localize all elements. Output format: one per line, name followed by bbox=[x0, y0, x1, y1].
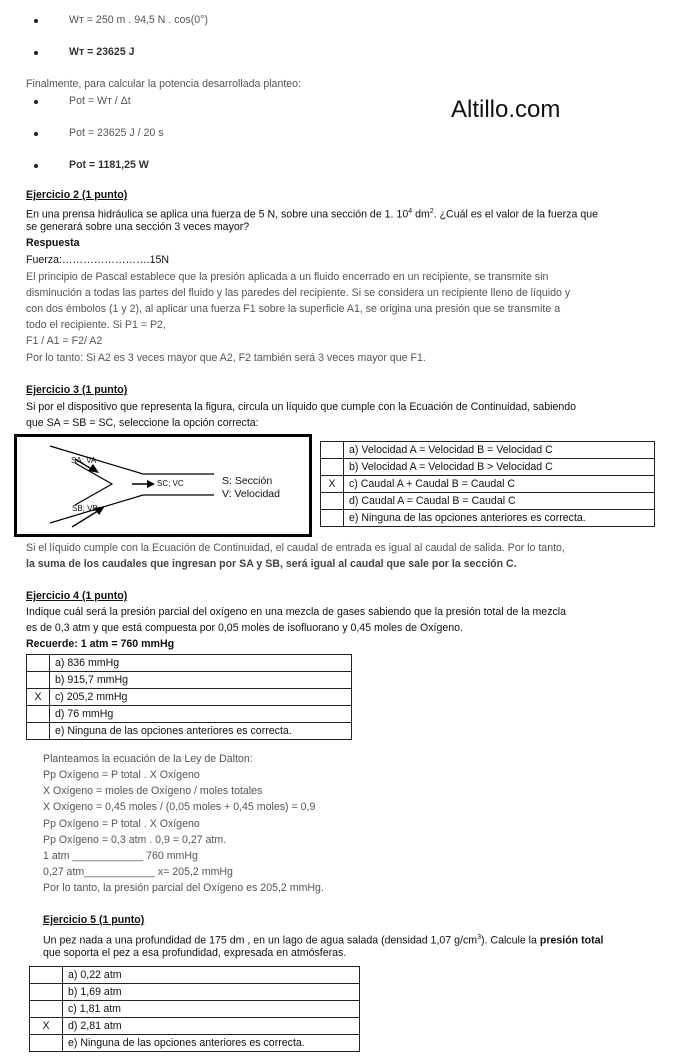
option-text: d) 2,81 atm bbox=[63, 1018, 360, 1035]
bullet-icon bbox=[34, 19, 38, 23]
option-mark bbox=[30, 1035, 63, 1052]
option-text: e) Ninguna de las opciones anteriores es correcta. bbox=[63, 1035, 360, 1052]
work-formula: Wᴛ = 250 m . 94,5 N . cos(0°) bbox=[69, 14, 208, 26]
flow-diagram bbox=[14, 434, 312, 537]
option-text: c) 205,2 mmHg bbox=[50, 689, 352, 706]
option-mark: X bbox=[30, 1018, 63, 1035]
exercise-2-question: En una prensa hidráulica se aplica una fuerza de 5 N, sobre una sección de 1. $10^4$ $dm^2$. ¿Cuál es el valor de la fuerza que bbox=[26, 208, 598, 221]
dalton-line: Por lo tanto, la presión parcial del Oxígeno es 205,2 mmHg. bbox=[43, 882, 324, 894]
option-mark bbox=[27, 672, 50, 689]
dalton-line: 0,27 atm____________ x= 205,2 mmHg bbox=[43, 866, 233, 878]
label-sb: SB; VB bbox=[72, 504, 98, 513]
option-row bbox=[30, 1035, 360, 1052]
exercise-3-options bbox=[320, 441, 655, 527]
option-mark bbox=[27, 723, 50, 740]
option-text: b) Velocidad A = Velocidad B > Velocidad C bbox=[344, 459, 655, 476]
option-text: b) 915,7 mmHg bbox=[50, 672, 352, 689]
exercise-5-options bbox=[29, 966, 360, 1052]
exercise-4-question: Indique cuál será la presión parcial del oxígeno en una mezcla de gases sabiendo que la presión total de la mezcla bbox=[26, 606, 567, 618]
option-text: e) Ninguna de las opciones anteriores es correcta. bbox=[50, 723, 352, 740]
legend-velocity: V: Velocidad bbox=[222, 488, 280, 500]
option-text: d) 76 mmHg bbox=[50, 706, 352, 723]
option-row bbox=[27, 706, 352, 723]
exercise-3-question-cont: que SA = SB = SC, seleccione la opción correcta: bbox=[26, 417, 259, 429]
explanation-line: con dos émbolos (1 y 2), al aplicar una fuerza F1 sobre la superficie A1, se origina una presión que se transmite a bbox=[26, 303, 561, 315]
option-mark bbox=[30, 1001, 63, 1018]
option-mark bbox=[27, 706, 50, 723]
exercise-4-question-cont: es de 0,3 atm y que está compuesta por 0,05 moles de isofluorano y 0,45 moles de Oxígeno. bbox=[26, 622, 463, 634]
option-row bbox=[30, 1018, 360, 1035]
option-row bbox=[321, 493, 655, 510]
option-row bbox=[27, 672, 352, 689]
exercise-5-title: Ejercicio 5 (1 punto) bbox=[43, 914, 145, 926]
dalton-line: 1 atm ____________ 760 mmHg bbox=[43, 850, 198, 862]
exercise-2-title: Ejercicio 2 (1 punto) bbox=[26, 189, 128, 201]
option-row bbox=[27, 723, 352, 740]
bullet-icon bbox=[34, 132, 38, 136]
option-mark bbox=[30, 984, 63, 1001]
option-row bbox=[27, 655, 352, 672]
exercise-2-question-cont: se generará sobre una sección 3 veces mayor? bbox=[26, 221, 250, 233]
label-sc: SC; VC bbox=[157, 479, 184, 488]
option-row bbox=[321, 476, 655, 493]
option-row bbox=[30, 984, 360, 1001]
exercise-3-title: Ejercicio 3 (1 punto) bbox=[26, 384, 128, 396]
bullet-icon bbox=[34, 164, 38, 168]
bullet-icon bbox=[34, 51, 38, 55]
option-mark bbox=[27, 655, 50, 672]
power-formula: Pot = Wᴛ / Δt bbox=[69, 95, 131, 107]
bullet-icon bbox=[34, 100, 38, 104]
option-text: a) 836 mmHg bbox=[50, 655, 352, 672]
exercise-4-title: Ejercicio 4 (1 punto) bbox=[26, 590, 128, 602]
answer-heading: Respuesta bbox=[26, 237, 80, 249]
explanation-line: F1 / A1 = F2/ A2 bbox=[26, 335, 103, 347]
option-mark bbox=[321, 510, 344, 527]
force-answer: Fuerza:…………………….15N bbox=[26, 254, 170, 266]
explanation-line: Por lo tanto: Si A2 es 3 veces mayor que A2, F2 también será 3 veces mayor que F1. bbox=[26, 352, 426, 364]
exercise-3-conclusion: la suma de los caudales que ingresan por SA y SB, será igual al caudal que sale por la sección C. bbox=[26, 558, 517, 570]
legend-section: S: Sección bbox=[222, 475, 273, 487]
exercise-4-options bbox=[26, 654, 352, 740]
option-row bbox=[30, 1001, 360, 1018]
reminder: Recuerde: 1 atm = 760 mmHg bbox=[26, 638, 175, 650]
power-intro: Finalmente, para calcular la potencia desarrollada planteo: bbox=[26, 78, 302, 90]
option-row bbox=[321, 510, 655, 527]
explanation-line: todo el recipiente. Si P1 = P2, bbox=[26, 319, 166, 331]
option-row bbox=[321, 459, 655, 476]
dalton-line: X Oxígeno = 0,45 moles / (0,05 moles + 0,45 moles) = 0,9 bbox=[43, 801, 316, 813]
dalton-line: X Oxígeno = moles de Oxígeno / moles totales bbox=[43, 785, 263, 797]
option-text: a) Velocidad A = Velocidad B = Velocidad C bbox=[344, 442, 655, 459]
option-row bbox=[321, 442, 655, 459]
dalton-line: Pp Oxígeno = 0,3 atm . 0,9 = 0,27 atm. bbox=[43, 834, 227, 846]
altillo-watermark: Altillo.com bbox=[451, 96, 561, 123]
option-row bbox=[27, 689, 352, 706]
option-row bbox=[30, 967, 360, 984]
option-text: d) Caudal A = Caudal B = Caudal C bbox=[344, 493, 655, 510]
option-mark bbox=[30, 967, 63, 984]
work-result: Wᴛ = 23625 J bbox=[69, 46, 135, 58]
exercise-5-question: Un pez nada a una profundidad de 175 dm , en un lago de agua salada (densidad 1,07 $g/cm^3$). Calcule la presión total bbox=[43, 934, 604, 947]
option-text: e) Ninguna de las opciones anteriores es correcta. bbox=[344, 510, 655, 527]
option-mark bbox=[321, 442, 344, 459]
dalton-line: Pp Oxígeno = P total . X Oxígeno bbox=[43, 769, 200, 781]
option-text: a) 0,22 atm bbox=[63, 967, 360, 984]
dalton-line: Planteamos la ecuación de la Ley de Dalton: bbox=[43, 753, 253, 765]
option-mark bbox=[321, 493, 344, 510]
exercise-5-question-cont: que soporta el pez a esa profundidad, expresada en atmósferas. bbox=[43, 947, 347, 959]
power-result: Pot = 1181,25 W bbox=[69, 159, 149, 171]
label-sa: SA; VA bbox=[71, 456, 97, 465]
option-text: b) 1,69 atm bbox=[63, 984, 360, 1001]
option-text: c) Caudal A + Caudal B = Caudal C bbox=[344, 476, 655, 493]
explanation-line: disminución a todas las partes del fluido y las paredes del recipiente. Si se considera un recipiente lleno de líquido y bbox=[26, 287, 571, 299]
exercise-3-explanation: Si el líquido cumple con la Ecuación de Continuidad, el caudal de entrada es igual al caudal de salida. Por lo tanto, bbox=[26, 542, 565, 554]
option-mark: X bbox=[27, 689, 50, 706]
option-text: c) 1,81 atm bbox=[63, 1001, 360, 1018]
power-substitution: Pot = 23625 J / 20 s bbox=[69, 127, 164, 139]
explanation-line: El principio de Pascal establece que la presión aplicada a un fluido encerrado en un recipiente, se transmite sin bbox=[26, 271, 549, 283]
option-mark bbox=[321, 459, 344, 476]
option-mark: X bbox=[321, 476, 344, 493]
exercise-3-question: Si por el dispositivo que representa la figura, circula un líquido que cumple con la Ecuación de Continuidad, sabiendo bbox=[26, 401, 577, 413]
dalton-line: Pp Oxígeno = P total . X Oxígeno bbox=[43, 818, 200, 830]
